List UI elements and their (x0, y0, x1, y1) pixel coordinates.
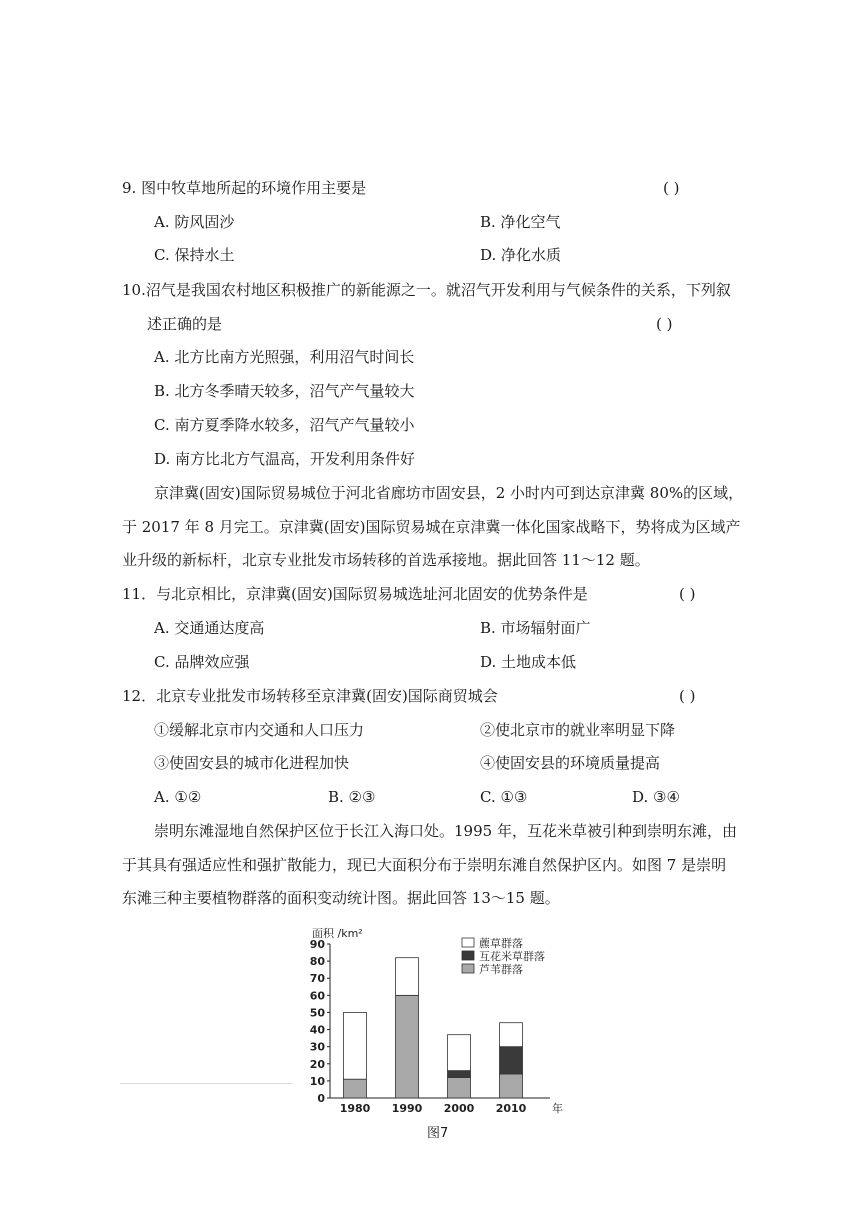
q12-statement-2: ②使北京市的就业率明显下降 (480, 721, 676, 739)
y-tick-label: 80 (309, 955, 325, 969)
q10-stem-line1: 10.沼气是我国农村地区积极推广的新能源之一。就沼气开发利用与气候条件的关系，下列叙 (122, 281, 731, 299)
y-tick-label: 10 (309, 1074, 325, 1088)
q9-stem: 9. 图中牧草地所起的环境作用主要是 (122, 179, 367, 197)
passage2-line1: 崇明东滩湿地自然保护区位于长江入海口处。1995 年，互花米草被引种到崇明东滩，由 (154, 822, 737, 840)
q12-option-b: B. ②③ (328, 788, 376, 806)
passage2-line2: 于其具有强适应性和强扩散能力，现已大面积分布于崇明东滩自然保护区内。如图 7 是崇明 (122, 856, 727, 874)
passage1-line1: 京津冀(固安)国际贸易城位于河北省廊坊市固安县，2 小时内可到达京津冀 80%的区域， (154, 484, 744, 502)
y-tick-label: 50 (309, 1006, 325, 1020)
q9-option-b: B. 净化空气 (480, 213, 561, 231)
q9-option-d: D. 净化水质 (480, 246, 562, 264)
passage1-line3: 业升级的新标杆，北京专业批发市场转移的首选承接地。据此回答 11～12 题。 (122, 551, 650, 569)
q10-stem-line2: 述正确的是 (147, 315, 223, 333)
bar-segment (500, 1047, 523, 1074)
bar-segment (448, 1077, 471, 1098)
bar-segment (448, 1071, 471, 1078)
q10-option-d: D. 南方比北方气温高，开发利用条件好 (154, 450, 416, 468)
legend-swatch (462, 938, 474, 947)
bar-segment (344, 1079, 367, 1098)
q12-statement-4: ④使固安县的环境质量提高 (480, 754, 661, 772)
q11-option-a: A. 交通通达度高 (154, 619, 265, 637)
bar-segment (500, 1023, 523, 1047)
q10-option-a: A. 北方比南方光照强，利用沼气时间长 (154, 348, 415, 366)
x-axis-unit: 年 (552, 1102, 563, 1115)
bar-segment (396, 995, 419, 1098)
y-tick-label: 40 (309, 1023, 325, 1037)
x-tick-label: 2010 (495, 1102, 527, 1115)
x-tick-label: 1990 (391, 1102, 423, 1115)
q12-answer-paren: ( ) (679, 687, 696, 705)
q10-option-c: C. 南方夏季降水较多，沼气产气量较小 (154, 416, 415, 434)
q9-option-c: C. 保持水土 (154, 246, 235, 264)
legend-label: 互花米草群落 (479, 950, 545, 963)
bar-segment (500, 1074, 523, 1098)
y-tick-label: 0 (317, 1092, 325, 1105)
q11-option-b: B. 市场辐射面广 (480, 619, 591, 637)
y-tick-label: 70 (309, 972, 325, 986)
footnote-rule (120, 1083, 293, 1084)
q11-stem: 11．与北京相比，京津冀(固安)国际贸易城选址河北固安的优势条件是 (122, 585, 588, 603)
legend-label: 藨草群落 (479, 937, 523, 950)
legend-swatch (462, 964, 474, 973)
q12-statement-1: ①缓解北京市内交通和人口压力 (154, 721, 365, 739)
q9-answer-paren: ( ) (663, 179, 680, 197)
q11-answer-paren: ( ) (679, 585, 696, 603)
bar-segment (396, 958, 419, 996)
q10-option-b: B. 北方冬季晴天较多，沼气产气量较大 (154, 382, 415, 400)
y-tick-label: 20 (309, 1057, 325, 1071)
passage1-line2: 于 2017 年 8 月完工。京津冀(固安)国际贸易城在京津冀一体化国家战略下，势将成为区域产 (122, 518, 741, 536)
legend-label: 芦苇群落 (479, 963, 523, 976)
y-tick-label: 90 (309, 938, 325, 951)
q11-option-d: D. 土地成本低 (480, 653, 577, 671)
bar-segment (344, 1012, 367, 1079)
legend-swatch (462, 951, 474, 960)
q12-stem: 12．北京专业批发市场转移至京津冀(固安)国际商贸城会 (122, 687, 498, 705)
bar-segment (448, 1035, 471, 1071)
q12-option-a: A. ①② (154, 788, 202, 806)
q12-option-c: C. ①③ (480, 788, 528, 806)
q9-option-a: A. 防风固沙 (154, 213, 235, 231)
q12-statement-3: ③使固安县的城市化进程加快 (154, 754, 350, 772)
passage2-line3: 东滩三种主要植物群落的面积变动统计图。据此回答 13～15 题。 (122, 889, 560, 907)
q10-answer-paren: ( ) (656, 315, 673, 333)
x-tick-label: 1980 (339, 1102, 371, 1115)
figure-caption: 图7 (427, 1126, 449, 1141)
y-axis-label: 面积 /km² (312, 927, 363, 940)
q12-option-d: D. ③④ (632, 788, 680, 806)
y-tick-label: 60 (309, 989, 325, 1003)
q11-option-c: C. 品牌效应强 (154, 653, 250, 671)
y-tick-label: 30 (309, 1040, 325, 1054)
stacked-bar-chart (300, 918, 570, 1118)
x-tick-label: 2000 (443, 1102, 475, 1115)
